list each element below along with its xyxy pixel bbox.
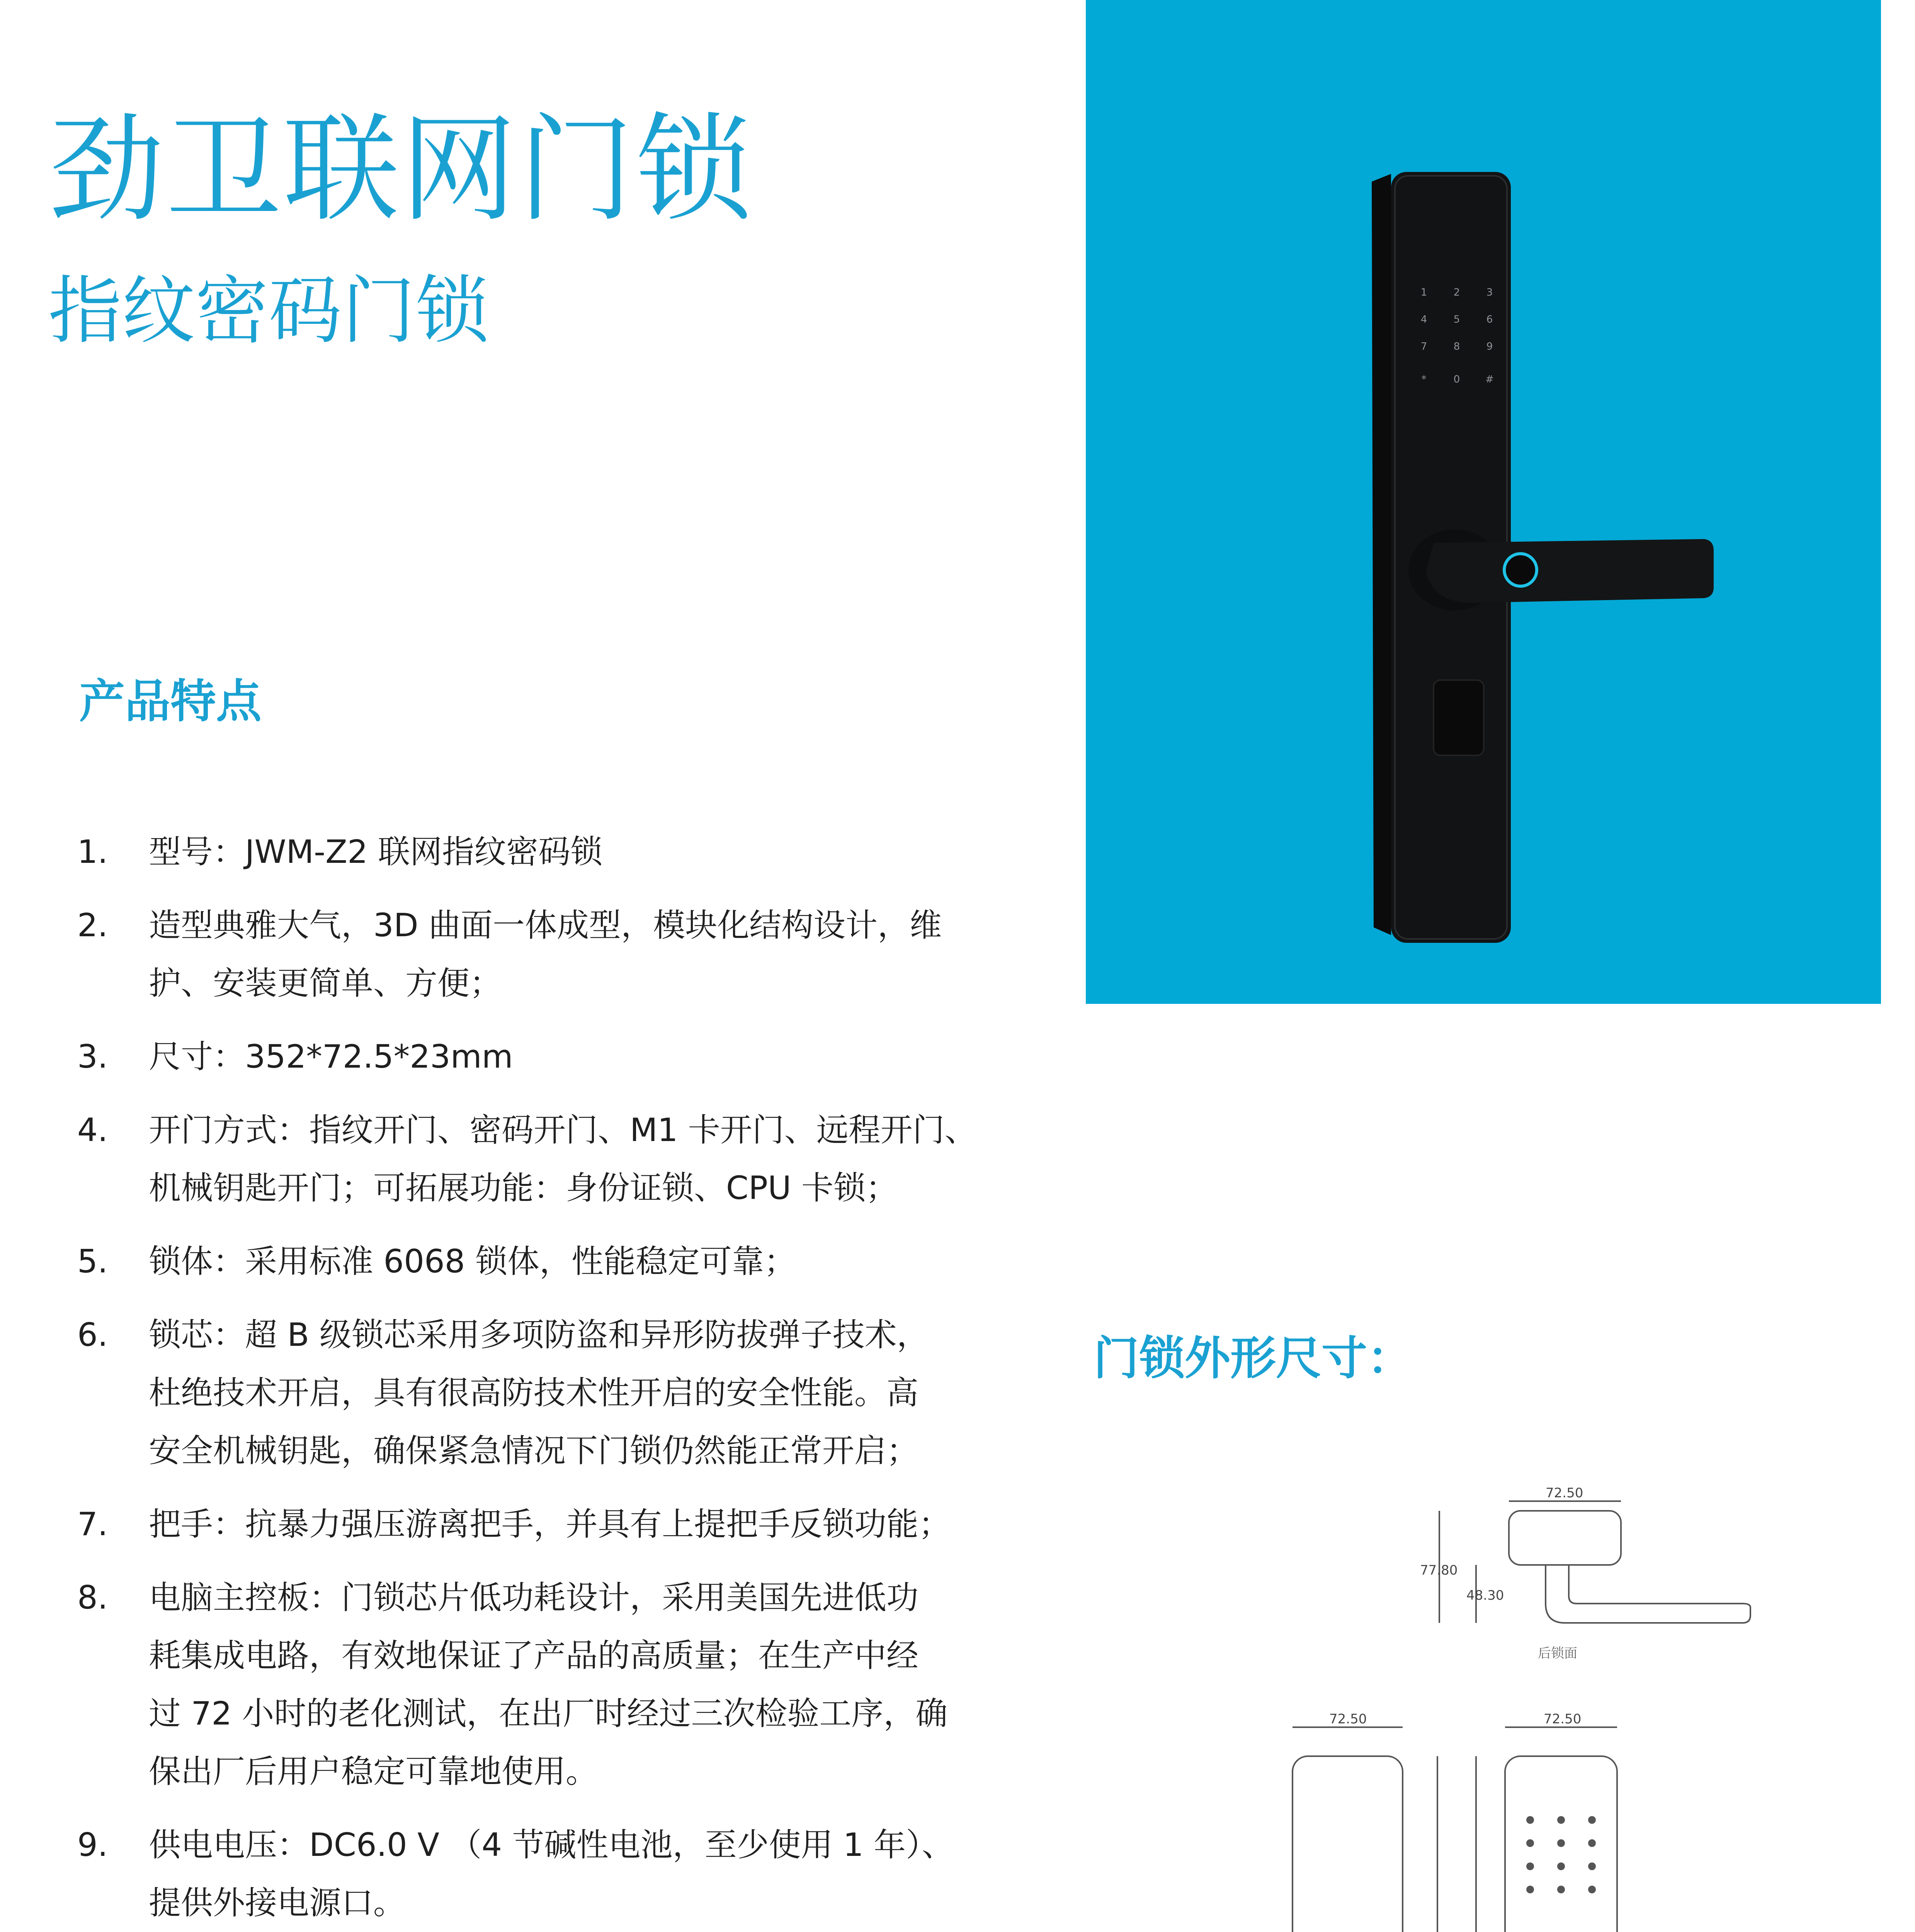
feature-item bbox=[77, 1306, 1005, 1480]
feature-text: 提供外接电源口。 bbox=[149, 1884, 405, 1922]
feature-text: 开门方式：指纹开门、密码开门、M1 卡开门、远程开门、 bbox=[149, 1111, 977, 1149]
keypad-key: 9 bbox=[1486, 341, 1493, 352]
feature-item bbox=[77, 1816, 1005, 1932]
feature-number: 9. bbox=[77, 1826, 108, 1864]
feature-list bbox=[77, 823, 1005, 1932]
feature-text: 过 72 小时的老化测试，在出厂时经过三次检验工序，确 bbox=[149, 1695, 948, 1732]
keypad-key: 8 bbox=[1453, 341, 1460, 352]
feature-text: 造型典雅大气，3D 曲面一体成型，模块化结构设计，维 bbox=[149, 906, 942, 944]
feature-item bbox=[77, 1569, 1005, 1801]
dim-label: 72.50 bbox=[1544, 1711, 1582, 1727]
feature-number: 8. bbox=[77, 1579, 108, 1616]
feature-item bbox=[77, 1028, 1005, 1086]
keypad-key: 3 bbox=[1486, 287, 1493, 298]
dim-caption: 后锁面 bbox=[1538, 1646, 1577, 1661]
feature-text: 安全机械钥匙，确保紧急情况下门锁仍然能正常开启； bbox=[149, 1432, 918, 1469]
handle-lever bbox=[1426, 539, 1714, 603]
dim-label: 77.80 bbox=[1420, 1563, 1458, 1578]
feature-item bbox=[77, 896, 1005, 1012]
product-photo-panel bbox=[1086, 0, 1881, 1004]
feature-text: 供电电压：DC6.0 V （4 节碱性电池，至少使用 1 年）、 bbox=[149, 1826, 954, 1864]
dimensions-heading: 门锁外形尺寸： bbox=[1094, 1332, 1413, 1385]
feature-number: 2. bbox=[77, 906, 108, 944]
fingerprint-sensor-icon bbox=[1504, 554, 1537, 586]
keypad-key: 7 bbox=[1420, 341, 1427, 352]
top-body bbox=[1509, 1511, 1621, 1565]
feature-item bbox=[77, 1495, 1005, 1553]
keypad-key: 6 bbox=[1486, 314, 1493, 325]
dimension-drawing bbox=[1090, 1488, 1843, 1932]
feature-text: 电脑主控板：门锁芯片低功耗设计，采用美国先进低功 bbox=[149, 1579, 918, 1616]
page-title: 劲卫联网门锁 bbox=[48, 102, 753, 237]
back-view bbox=[1097, 1711, 1403, 1932]
keypad-key: 5 bbox=[1453, 314, 1460, 325]
keypad-key: 2 bbox=[1453, 287, 1460, 298]
keypad-key: 0 bbox=[1453, 374, 1460, 385]
feature-text: 机械钥匙开门；可拓展功能：身份证锁、CPU 卡锁； bbox=[149, 1169, 898, 1207]
feature-item bbox=[77, 823, 1005, 881]
feature-text: 尺寸：352*72.5*23mm bbox=[149, 1038, 513, 1075]
dim-label: 72.50 bbox=[1546, 1488, 1583, 1501]
feature-text: 锁芯：超 B 级锁芯采用多项防盗和异形防拔弹子技术， bbox=[149, 1316, 929, 1354]
feature-number: 4. bbox=[77, 1111, 108, 1149]
page-subtitle: 指纹密码门锁 bbox=[48, 268, 489, 354]
keypad-key: * bbox=[1421, 374, 1427, 385]
feature-text: 护、安装更简单、方便； bbox=[149, 964, 502, 1002]
feature-text: 耗集成电路，有效地保证了产品的高质量；在生产中经 bbox=[149, 1637, 918, 1674]
feature-item bbox=[77, 1233, 1005, 1291]
cylinder-cover bbox=[1434, 680, 1484, 755]
top-view bbox=[1420, 1488, 1750, 1661]
back-body bbox=[1293, 1756, 1403, 1932]
dim-label: 72.50 bbox=[1329, 1711, 1367, 1727]
keypad-key: 1 bbox=[1420, 287, 1427, 298]
feature-item bbox=[77, 1101, 1005, 1217]
feature-text: 锁体：采用标准 6068 锁体，性能稳定可靠； bbox=[149, 1243, 796, 1280]
front-view bbox=[1505, 1711, 1816, 1932]
feature-number: 1. bbox=[77, 833, 108, 871]
features-heading: 产品特点 bbox=[79, 675, 262, 728]
feature-number: 7. bbox=[77, 1505, 108, 1543]
feature-number: 6. bbox=[77, 1316, 108, 1354]
feature-number: 5. bbox=[77, 1243, 108, 1280]
keypad-key: 4 bbox=[1420, 314, 1427, 325]
feature-text: 把手：抗暴力强压游离把手，并具有上提把手反锁功能； bbox=[149, 1505, 951, 1543]
feature-text: 保出厂后用户稳定可靠地使用。 bbox=[149, 1753, 598, 1790]
top-handle bbox=[1546, 1565, 1750, 1623]
door-lock-image bbox=[1086, 0, 1881, 1004]
front-keypad bbox=[1526, 1816, 1596, 1893]
feature-number: 3. bbox=[77, 1038, 108, 1075]
keypad-key: # bbox=[1485, 374, 1494, 385]
lock-side-edge bbox=[1372, 174, 1391, 935]
dim-label: 48.30 bbox=[1466, 1588, 1504, 1603]
feature-text: 杜绝技术开启，具有很高防技术性开启的安全性能。高 bbox=[149, 1374, 918, 1412]
feature-text: 型号：JWM-Z2 联网指纹密码锁 bbox=[149, 833, 603, 871]
